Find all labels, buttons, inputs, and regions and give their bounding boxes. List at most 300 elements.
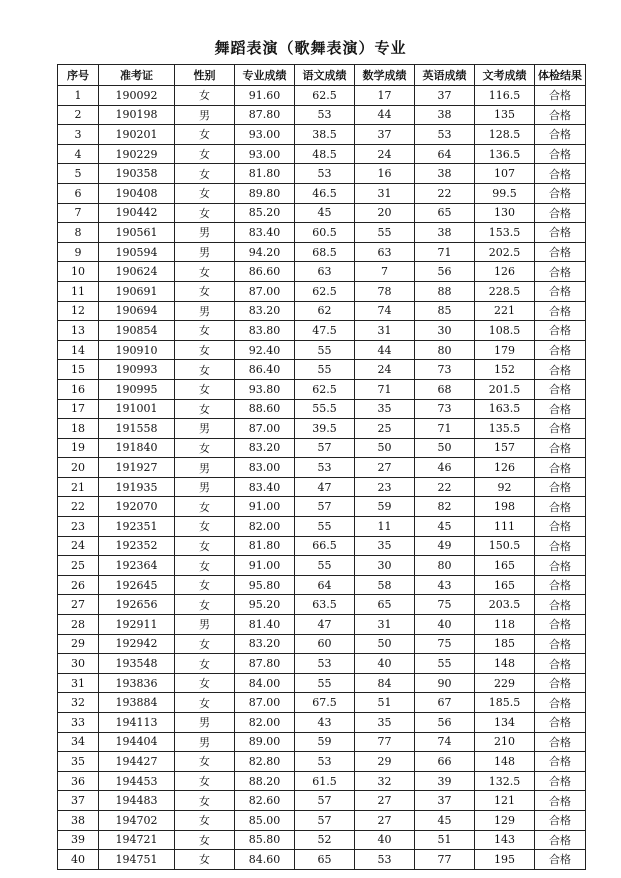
cell-math-score: 24 [355,360,415,380]
cell-gender: 女 [175,203,235,223]
cell-english-score: 75 [415,634,475,654]
cell-math-score: 35 [355,399,415,419]
cell-gender: 男 [175,713,235,733]
column-header-culture-score: 文考成绩 [475,65,535,86]
header-row [58,65,586,86]
cell-exam-id: 192645 [99,575,175,595]
cell-gender: 男 [175,615,235,635]
table-row [58,183,586,203]
cell-exam-id: 191001 [99,399,175,419]
cell-culture-score: 185 [475,634,535,654]
cell-index: 3 [58,125,99,145]
cell-math-score: 23 [355,477,415,497]
cell-index: 13 [58,321,99,341]
cell-gender: 女 [175,497,235,517]
cell-major-score: 95.20 [235,595,295,615]
cell-math-score: 16 [355,164,415,184]
cell-english-score: 39 [415,771,475,791]
column-header-exam-id: 准考证 [99,65,175,86]
cell-english-score: 38 [415,223,475,243]
cell-exam-id: 194453 [99,771,175,791]
cell-english-score: 46 [415,458,475,478]
cell-culture-score: 185.5 [475,693,535,713]
cell-major-score: 95.80 [235,575,295,595]
table-row [58,556,586,576]
cell-major-score: 81.80 [235,536,295,556]
cell-chinese-score: 39.5 [295,419,355,439]
cell-index: 33 [58,713,99,733]
cell-culture-score: 135.5 [475,419,535,439]
cell-index: 40 [58,850,99,870]
column-header-major-score: 专业成绩 [235,65,295,86]
cell-english-score: 22 [415,477,475,497]
cell-chinese-score: 53 [295,654,355,674]
cell-major-score: 86.40 [235,360,295,380]
table-row [58,281,586,301]
cell-math-score: 35 [355,713,415,733]
column-header-math-score: 数学成绩 [355,65,415,86]
cell-english-score: 73 [415,360,475,380]
cell-math-score: 44 [355,340,415,360]
cell-culture-score: 148 [475,654,535,674]
cell-english-score: 43 [415,575,475,595]
cell-math-score: 40 [355,830,415,850]
cell-major-score: 91.00 [235,497,295,517]
cell-exam-id: 190594 [99,242,175,262]
cell-gender: 女 [175,771,235,791]
cell-english-score: 37 [415,791,475,811]
cell-major-score: 81.80 [235,164,295,184]
cell-math-score: 71 [355,379,415,399]
table-row [58,360,586,380]
cell-chinese-score: 43 [295,713,355,733]
cell-gender: 女 [175,379,235,399]
cell-math-score: 31 [355,615,415,635]
cell-chinese-score: 62.5 [295,281,355,301]
cell-exam-id: 194404 [99,732,175,752]
cell-culture-score: 221 [475,301,535,321]
cell-major-score: 84.60 [235,850,295,870]
cell-physical-result: 合格 [535,242,586,262]
cell-major-score: 83.20 [235,438,295,458]
cell-english-score: 67 [415,693,475,713]
cell-gender: 女 [175,673,235,693]
table-row [58,791,586,811]
cell-exam-id: 190442 [99,203,175,223]
cell-exam-id: 192364 [99,556,175,576]
cell-exam-id: 193884 [99,693,175,713]
cell-exam-id: 194427 [99,752,175,772]
cell-culture-score: 132.5 [475,771,535,791]
cell-exam-id: 193836 [99,673,175,693]
cell-gender: 女 [175,654,235,674]
cell-english-score: 30 [415,321,475,341]
cell-major-score: 93.80 [235,379,295,399]
cell-gender: 女 [175,575,235,595]
table-row [58,673,586,693]
cell-chinese-score: 62.5 [295,379,355,399]
cell-physical-result: 合格 [535,360,586,380]
cell-english-score: 66 [415,752,475,772]
cell-gender: 女 [175,517,235,537]
cell-physical-result: 合格 [535,144,586,164]
cell-gender: 男 [175,301,235,321]
table-row [58,203,586,223]
cell-gender: 女 [175,438,235,458]
cell-math-score: 78 [355,281,415,301]
cell-index: 25 [58,556,99,576]
cell-math-score: 24 [355,144,415,164]
cell-english-score: 74 [415,732,475,752]
table-row [58,771,586,791]
cell-math-score: 59 [355,497,415,517]
cell-index: 2 [58,105,99,125]
cell-math-score: 27 [355,458,415,478]
cell-index: 19 [58,438,99,458]
cell-gender: 女 [175,830,235,850]
cell-physical-result: 合格 [535,340,586,360]
cell-major-score: 87.00 [235,281,295,301]
cell-index: 18 [58,419,99,439]
cell-physical-result: 合格 [535,458,586,478]
cell-chinese-score: 45 [295,203,355,223]
cell-chinese-score: 63 [295,262,355,282]
cell-chinese-score: 62.5 [295,86,355,106]
cell-physical-result: 合格 [535,321,586,341]
cell-physical-result: 合格 [535,86,586,106]
cell-english-score: 45 [415,517,475,537]
cell-exam-id: 190854 [99,321,175,341]
cell-physical-result: 合格 [535,791,586,811]
cell-index: 21 [58,477,99,497]
cell-index: 7 [58,203,99,223]
cell-culture-score: 108.5 [475,321,535,341]
cell-physical-result: 合格 [535,673,586,693]
table-row [58,850,586,870]
cell-index: 15 [58,360,99,380]
cell-math-score: 37 [355,125,415,145]
cell-chinese-score: 61.5 [295,771,355,791]
table-row [58,654,586,674]
cell-culture-score: 157 [475,438,535,458]
table-row [58,713,586,733]
cell-physical-result: 合格 [535,125,586,145]
cell-major-score: 88.20 [235,771,295,791]
cell-major-score: 83.40 [235,223,295,243]
cell-culture-score: 143 [475,830,535,850]
cell-physical-result: 合格 [535,301,586,321]
cell-gender: 女 [175,125,235,145]
cell-exam-id: 190092 [99,86,175,106]
cell-gender: 女 [175,752,235,772]
table-row [58,615,586,635]
cell-major-score: 83.80 [235,321,295,341]
cell-math-score: 17 [355,86,415,106]
cell-gender: 女 [175,144,235,164]
cell-index: 28 [58,615,99,635]
cell-exam-id: 192351 [99,517,175,537]
cell-culture-score: 118 [475,615,535,635]
cell-chinese-score: 63.5 [295,595,355,615]
cell-physical-result: 合格 [535,556,586,576]
cell-math-score: 29 [355,752,415,772]
cell-chinese-score: 57 [295,791,355,811]
cell-culture-score: 136.5 [475,144,535,164]
cell-index: 8 [58,223,99,243]
cell-chinese-score: 60.5 [295,223,355,243]
cell-gender: 女 [175,360,235,380]
cell-physical-result: 合格 [535,575,586,595]
column-header-physical-result: 体检结果 [535,65,586,86]
cell-exam-id: 194113 [99,713,175,733]
cell-english-score: 71 [415,242,475,262]
cell-gender: 男 [175,732,235,752]
cell-index: 11 [58,281,99,301]
cell-culture-score: 111 [475,517,535,537]
cell-chinese-score: 57 [295,497,355,517]
cell-exam-id: 190561 [99,223,175,243]
cell-exam-id: 192352 [99,536,175,556]
cell-culture-score: 195 [475,850,535,870]
cell-chinese-score: 53 [295,164,355,184]
cell-chinese-score: 55 [295,673,355,693]
cell-physical-result: 合格 [535,634,586,654]
cell-major-score: 87.80 [235,105,295,125]
cell-english-score: 53 [415,125,475,145]
table-row [58,379,586,399]
table-row [58,497,586,517]
cell-chinese-score: 47 [295,477,355,497]
cell-exam-id: 190910 [99,340,175,360]
column-header-english-score: 英语成绩 [415,65,475,86]
cell-english-score: 77 [415,850,475,870]
cell-english-score: 49 [415,536,475,556]
cell-exam-id: 192942 [99,634,175,654]
cell-english-score: 82 [415,497,475,517]
table-row [58,477,586,497]
column-header-index: 序号 [58,65,99,86]
cell-culture-score: 152 [475,360,535,380]
column-header-chinese-score: 语文成绩 [295,65,355,86]
table-row [58,438,586,458]
cell-chinese-score: 46.5 [295,183,355,203]
cell-chinese-score: 55.5 [295,399,355,419]
cell-physical-result: 合格 [535,281,586,301]
cell-english-score: 51 [415,830,475,850]
cell-exam-id: 190408 [99,183,175,203]
table-row [58,399,586,419]
cell-english-score: 80 [415,340,475,360]
cell-math-score: 74 [355,301,415,321]
cell-index: 27 [58,595,99,615]
cell-major-score: 87.00 [235,693,295,713]
cell-math-score: 53 [355,850,415,870]
cell-physical-result: 合格 [535,830,586,850]
cell-english-score: 45 [415,810,475,830]
cell-index: 4 [58,144,99,164]
cell-physical-result: 合格 [535,105,586,125]
cell-major-score: 86.60 [235,262,295,282]
cell-physical-result: 合格 [535,810,586,830]
cell-chinese-score: 53 [295,458,355,478]
cell-index: 22 [58,497,99,517]
table-row [58,830,586,850]
cell-chinese-score: 48.5 [295,144,355,164]
cell-exam-id: 190694 [99,301,175,321]
cell-math-score: 44 [355,105,415,125]
cell-culture-score: 202.5 [475,242,535,262]
cell-math-score: 32 [355,771,415,791]
cell-exam-id: 192911 [99,615,175,635]
cell-physical-result: 合格 [535,399,586,419]
cell-culture-score: 210 [475,732,535,752]
cell-english-score: 38 [415,105,475,125]
cell-math-score: 27 [355,791,415,811]
table-row [58,732,586,752]
cell-math-score: 51 [355,693,415,713]
cell-chinese-score: 47 [295,615,355,635]
table-row [58,536,586,556]
table-row [58,164,586,184]
cell-index: 30 [58,654,99,674]
cell-gender: 女 [175,340,235,360]
page-title: 舞蹈表演（歌舞表演）专业 [214,39,407,57]
cell-english-score: 73 [415,399,475,419]
cell-exam-id: 190229 [99,144,175,164]
cell-physical-result: 合格 [535,771,586,791]
cell-culture-score: 153.5 [475,223,535,243]
cell-math-score: 63 [355,242,415,262]
cell-culture-score: 165 [475,575,535,595]
cell-chinese-score: 38.5 [295,125,355,145]
cell-gender: 女 [175,262,235,282]
cell-exam-id: 190624 [99,262,175,282]
column-header-gender: 性别 [175,65,235,86]
cell-gender: 男 [175,223,235,243]
cell-index: 38 [58,810,99,830]
table-row [58,223,586,243]
cell-major-score: 92.40 [235,340,295,360]
table-row [58,634,586,654]
cell-physical-result: 合格 [535,517,586,537]
cell-culture-score: 130 [475,203,535,223]
cell-exam-id: 191840 [99,438,175,458]
cell-culture-score: 128.5 [475,125,535,145]
cell-physical-result: 合格 [535,262,586,282]
table-row [58,321,586,341]
cell-gender: 男 [175,419,235,439]
cell-english-score: 85 [415,301,475,321]
cell-physical-result: 合格 [535,164,586,184]
cell-chinese-score: 68.5 [295,242,355,262]
cell-chinese-score: 67.5 [295,693,355,713]
cell-culture-score: 92 [475,477,535,497]
cell-math-score: 25 [355,419,415,439]
cell-physical-result: 合格 [535,497,586,517]
cell-culture-score: 116.5 [475,86,535,106]
cell-culture-score: 121 [475,791,535,811]
cell-physical-result: 合格 [535,693,586,713]
cell-math-score: 11 [355,517,415,537]
cell-culture-score: 129 [475,810,535,830]
cell-index: 20 [58,458,99,478]
cell-index: 34 [58,732,99,752]
cell-exam-id: 194751 [99,850,175,870]
cell-culture-score: 150.5 [475,536,535,556]
cell-physical-result: 合格 [535,223,586,243]
cell-index: 14 [58,340,99,360]
table-row [58,693,586,713]
cell-gender: 女 [175,850,235,870]
score-table [57,64,586,870]
cell-culture-score: 135 [475,105,535,125]
cell-gender: 男 [175,242,235,262]
cell-exam-id: 190995 [99,379,175,399]
cell-index: 24 [58,536,99,556]
cell-exam-id: 194702 [99,810,175,830]
cell-index: 31 [58,673,99,693]
cell-physical-result: 合格 [535,615,586,635]
cell-physical-result: 合格 [535,654,586,674]
cell-chinese-score: 53 [295,752,355,772]
cell-exam-id: 190993 [99,360,175,380]
cell-math-score: 30 [355,556,415,576]
cell-math-score: 35 [355,536,415,556]
cell-math-score: 20 [355,203,415,223]
cell-chinese-score: 57 [295,810,355,830]
cell-physical-result: 合格 [535,752,586,772]
cell-index: 35 [58,752,99,772]
table-row [58,575,586,595]
cell-physical-result: 合格 [535,850,586,870]
table-row [58,595,586,615]
cell-culture-score: 198 [475,497,535,517]
cell-index: 26 [58,575,99,595]
cell-exam-id: 192070 [99,497,175,517]
cell-major-score: 91.00 [235,556,295,576]
cell-major-score: 89.80 [235,183,295,203]
table-row [58,105,586,125]
cell-gender: 女 [175,536,235,556]
cell-chinese-score: 62 [295,301,355,321]
cell-chinese-score: 52 [295,830,355,850]
table-row [58,752,586,772]
cell-english-score: 90 [415,673,475,693]
cell-physical-result: 合格 [535,732,586,752]
cell-index: 6 [58,183,99,203]
cell-index: 39 [58,830,99,850]
cell-major-score: 93.00 [235,144,295,164]
cell-chinese-score: 47.5 [295,321,355,341]
cell-exam-id: 193548 [99,654,175,674]
cell-exam-id: 190201 [99,125,175,145]
cell-gender: 男 [175,458,235,478]
cell-gender: 女 [175,693,235,713]
cell-english-score: 40 [415,615,475,635]
table-row [58,517,586,537]
cell-english-score: 37 [415,86,475,106]
cell-culture-score: 229 [475,673,535,693]
cell-culture-score: 201.5 [475,379,535,399]
cell-index: 16 [58,379,99,399]
cell-english-score: 55 [415,654,475,674]
cell-index: 10 [58,262,99,282]
cell-physical-result: 合格 [535,379,586,399]
cell-english-score: 50 [415,438,475,458]
cell-physical-result: 合格 [535,419,586,439]
cell-chinese-score: 53 [295,105,355,125]
cell-physical-result: 合格 [535,183,586,203]
